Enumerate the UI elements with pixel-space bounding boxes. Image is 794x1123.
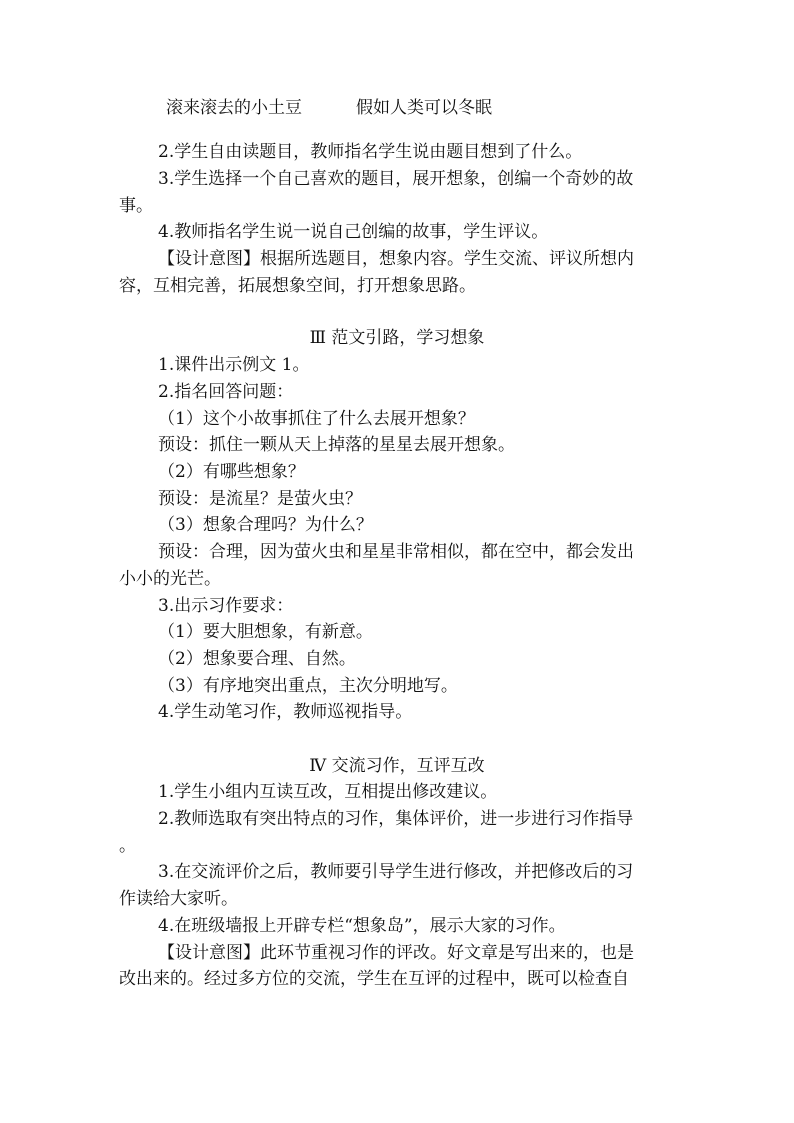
design-intent: 【设计意图】根据所选题目，想象内容。学生交流、评议所想内 <box>158 249 634 269</box>
question: （3）想象合理吗？为什么？ <box>158 515 373 535</box>
requirement: （3）有序地突出重点，主次分明地写。 <box>158 676 458 696</box>
topic-title-1: 滚来滚去的小土豆 <box>166 98 302 118</box>
paragraph-continuation: 。 <box>119 836 136 856</box>
question: （1）这个小故事抓住了什么去展开想象？ <box>158 409 475 429</box>
paragraph: 3.出示习作要求： <box>158 596 294 616</box>
design-intent-continuation: 改出来的。经过多方位的交流，学生在互评的过程中，既可以检查自 <box>119 969 629 989</box>
design-intent-continuation: 容，互相完善，拓展想象空间，打开想象思路。 <box>119 276 476 296</box>
topic-titles <box>166 95 492 122</box>
answer: 预设：合理，因为萤火虫和星星非常相似，都在空中，都会发出 <box>158 542 634 562</box>
paragraph: 4.在班级墙报上开辟专栏“想象岛”，展示大家的习作。 <box>158 916 566 936</box>
design-intent: 【设计意图】此环节重视习作的评改。好文章是写出来的，也是 <box>158 943 634 963</box>
topic-title-2: 假如人类可以冬眠 <box>356 98 492 118</box>
question: （2）有哪些想象？ <box>158 462 305 482</box>
paragraph: 1.课件出示例文 1。 <box>158 355 310 375</box>
answer-continuation: 小小的光芒。 <box>119 569 221 589</box>
section-heading: Ⅲ 范文引路，学习想象 <box>309 328 485 348</box>
paragraph: 2.学生自由读题目，教师指名学生说由题目想到了什么。 <box>158 142 583 162</box>
requirement: （2）想象要合理、自然。 <box>158 649 356 669</box>
paragraph: 4.教师指名学生说一说自己创编的故事，学生评议。 <box>158 222 549 242</box>
answer: 预设：是流星？是萤火虫？ <box>158 489 362 509</box>
paragraph: 3.在交流评价之后，教师要引导学生进行修改，并把修改后的习 <box>158 862 634 882</box>
requirement: （1）要大胆想象，有新意。 <box>158 622 373 642</box>
answer: 预设：抓住一颗从天上掉落的星星去展开想象。 <box>158 435 515 455</box>
paragraph: 2.教师选取有突出特点的习作，集体评价，进一步进行习作指导 <box>158 809 634 829</box>
paragraph: 1.学生小组内互读互改，互相提出修改建议。 <box>158 782 498 802</box>
section-heading: Ⅳ 交流习作，互评互改 <box>309 756 485 776</box>
paragraph-continuation: 作读给大家听。 <box>119 889 238 909</box>
paragraph: 4.学生动笔习作，教师巡视指导。 <box>158 702 413 722</box>
paragraph-continuation: 事。 <box>119 196 153 216</box>
paragraph: 2.指名回答问题： <box>158 382 294 402</box>
paragraph: 3.学生选择一个自己喜欢的题目，展开想象，创编一个奇妙的故 <box>158 169 634 189</box>
